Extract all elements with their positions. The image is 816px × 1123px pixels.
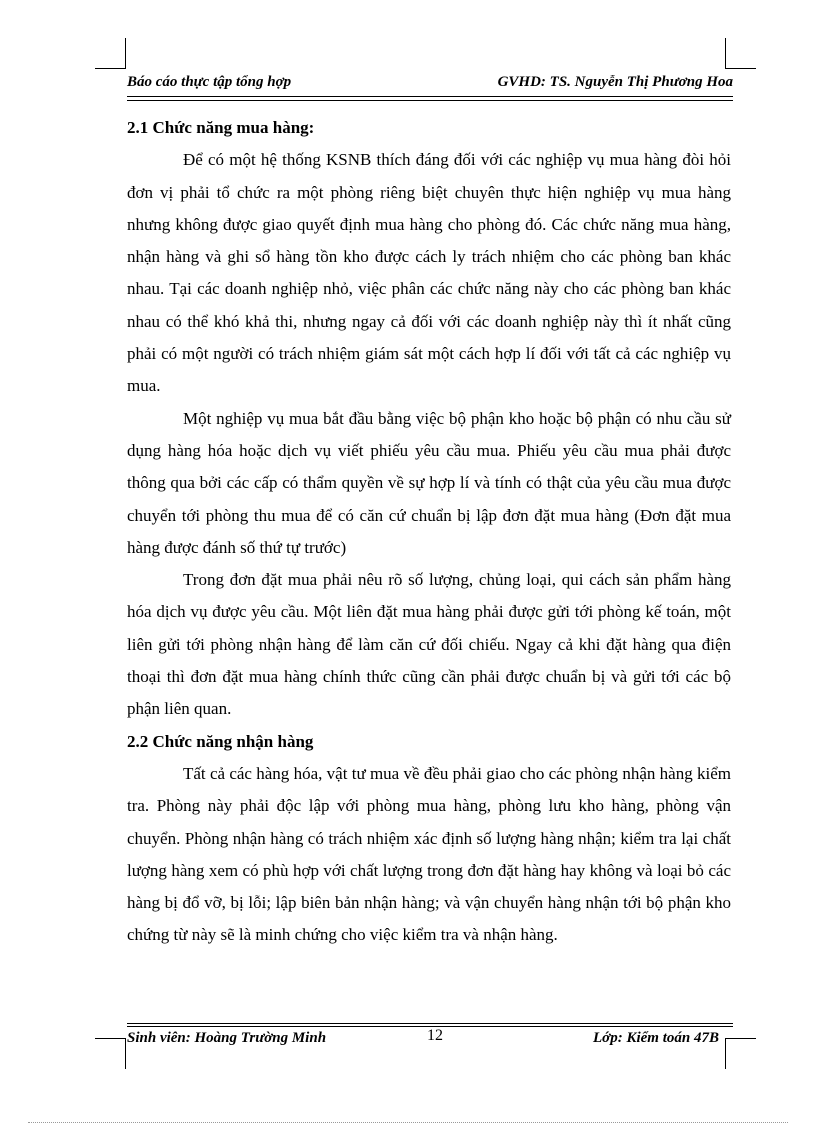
crop-mark-bottom-left	[95, 1038, 126, 1069]
footer-class: Lớp: Kiểm toán 47B	[593, 1030, 719, 1046]
header-supervisor: GVHD: TS. Nguyễn Thị Phương Hoa	[497, 74, 733, 90]
footer-rule-thin	[127, 1023, 733, 1024]
page-footer	[127, 1027, 733, 1052]
section-heading-purchasing: 2.1 Chức năng mua hàng:	[127, 118, 315, 137]
crop-mark-top-right	[725, 38, 756, 69]
paragraph: Tất cả các hàng hóa, vật tư mua về đều phải giao cho các phòng nhận hàng kiểm tra. Phòng này phải độc lập với phòng mua hàng, phòng lưu kho hàng, phòng vận chuyển. Phòng nhận hàng có trách nhiệm xác định số lượng hàng nhận; kiểm tra lại chất lượng hàng xem có phù hợp với chất lượng trong đơn đặt hàng hay không và loại bỏ các hàng bị đổ vỡ, bị lỗi; lập biên bản nhận hàng; và vận chuyển hàng nhận tới bộ phận kho chứng từ này sẽ là minh chứng cho việc kiểm tra và nhận hàng.	[127, 763, 731, 945]
paragraph: Trong đơn đặt mua phải nêu rõ số lượng, chủng loại, qui cách sản phẩm hàng hóa dịch vụ được yêu cầu. Một liên đặt mua hàng phải được gửi tới phòng kế toán, một liên gửi tới phòng nhận hàng để làm căn cứ đối chiếu. Ngay cả khi đặt hàng qua điện thoại thì đơn đặt mua hàng chính thức cũng cần phải được chuẩn bị và gửi tới các bộ phận liên quan.	[127, 570, 731, 719]
header-report-title: Báo cáo thực tập tổng hợp	[127, 74, 292, 90]
crop-mark-top-left	[95, 38, 126, 69]
page-header	[127, 74, 733, 91]
page-body	[127, 112, 731, 952]
paragraph: Một nghiệp vụ mua bắt đầu bằng việc bộ phận kho hoặc bộ phận có nhu cầu sử dụng hàng hóa hoặc dịch vụ viết phiếu yêu cầu mua. Phiếu yêu cầu mua phải được thông qua bởi các cấp có thẩm quyền về sự hợp lí và tính có thật của yêu cầu mua được chuyển tới phòng thu mua để có căn cứ chuẩn bị lập đơn đặt mua hàng (Đơn đặt mua hàng được đánh số thứ tự trước)	[127, 408, 731, 557]
page-number: 12	[427, 1027, 443, 1044]
footer-student-name: Sinh viên: Hoàng Trường Minh	[127, 1030, 327, 1046]
section-heading-receiving: 2.2 Chức năng nhận hàng	[127, 731, 314, 751]
header-rule-thin	[127, 100, 733, 101]
paragraph: Để có một hệ thống KSNB thích đáng đối với các nghiệp vụ mua hàng đòi hỏi đơn vị phải tổ chức ra một phòng riêng biệt chuyên thực hiện nghiệp vụ mua hàng nhưng không được giao quyết định mua hàng cho phòng đó. Các chức năng mua hàng, nhận hàng và ghi sổ hàng tồn kho được cách ly trách nhiệm cho các phòng ban khác nhau. Tại các doanh nghiệp nhỏ, việc phân các chức năng này cho các phòng ban khác nhau có thể khó khả thi, nhưng ngay cả đối với các doanh nghiệp này thì ít nhất cũng phải có một người có trách nhiệm giám sát một cách hợp lí đối với tất cả các nghiệp vụ mua.	[127, 150, 731, 396]
header-rule-thick	[127, 96, 733, 97]
